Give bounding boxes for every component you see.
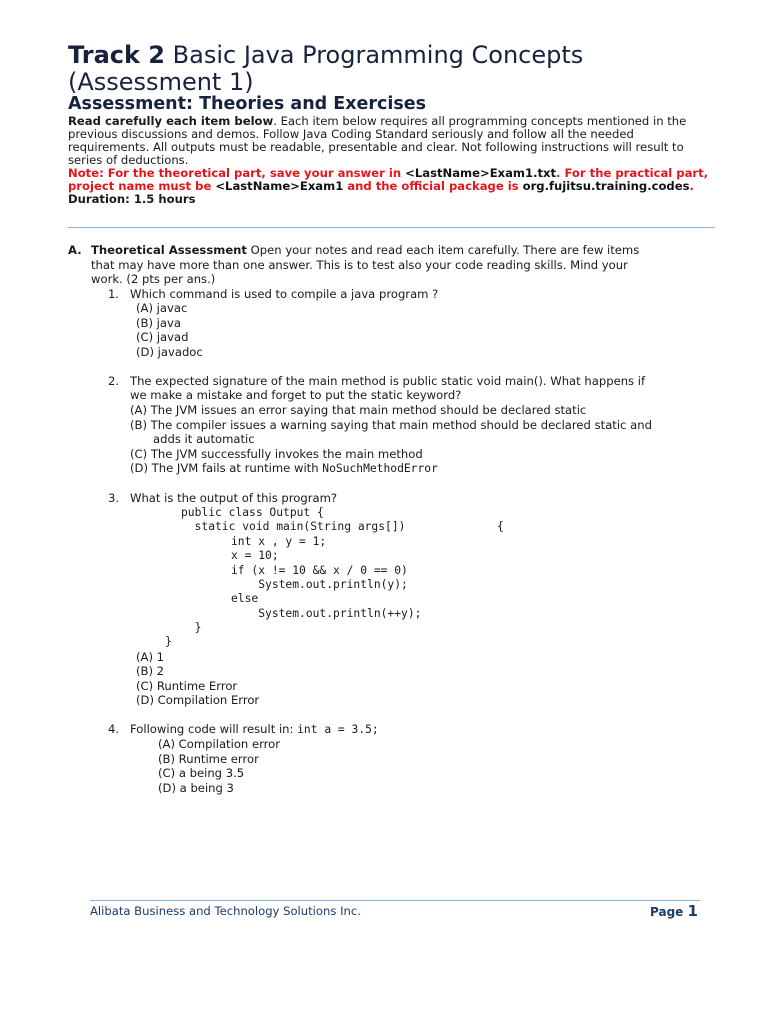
q3-option-b: (B) 2	[136, 664, 165, 678]
q1-option-b: (B) java	[136, 316, 181, 330]
q3-option-c: (C) Runtime Error	[136, 679, 238, 693]
q4-code: int a = 3.5;	[297, 723, 379, 736]
page-label: Page	[650, 905, 688, 919]
code-line: int x , y = 1;	[197, 535, 327, 548]
note-4: .	[689, 179, 694, 193]
footer-divider	[90, 900, 700, 901]
page-title	[68, 42, 708, 96]
section-line-2: that may have more than one answer. This is to test also your code reading skills. Mind your	[91, 258, 628, 272]
code-line: }	[181, 621, 202, 634]
q2-option-d-code: NoSuchMethodError	[322, 462, 438, 475]
q4-text-label: Following code will result in:	[130, 722, 298, 736]
q4-number: 4.	[108, 722, 120, 736]
section-line-3: work. (2 pts per ans.)	[91, 272, 216, 286]
q2-option-c: (C) The JVM successfully invokes the main method	[130, 447, 423, 461]
footer-company: Alibata Business and Technology Solutions Inc.	[90, 904, 361, 918]
note-2: . For the practical part, project name must be	[68, 166, 709, 193]
subtitle: Assessment: Theories and Exercises	[68, 94, 427, 114]
q4-text	[130, 722, 379, 738]
q2-number: 2.	[108, 374, 120, 388]
duration: Duration: 1.5 hours	[68, 192, 196, 206]
q2-text-2: we make a mistake and forget to put the static keyword?	[130, 388, 462, 402]
section-desc-1: Open your notes and read each item carefully. There are few items	[246, 243, 640, 257]
code-line: System.out.println(++y);	[197, 607, 422, 620]
note-package: org.fujitsu.training.codes	[522, 179, 690, 193]
note-project: <LastName>Exam1	[215, 179, 344, 193]
code-line: {	[497, 520, 504, 533]
q3-option-a: (A) 1	[136, 650, 165, 664]
code-line: if (x != 10 && x / 0 == 0)	[197, 564, 408, 577]
q2-option-b: (B) The compiler issues a warning saying that main method should be declared static and	[130, 418, 652, 432]
page-number: 1	[687, 902, 698, 920]
q4-option-b: (B) Runtime error	[158, 752, 259, 766]
intro-lead: Read carefully each item below	[68, 114, 274, 128]
intro-paragraph	[68, 115, 718, 206]
code-line: System.out.println(y);	[197, 578, 408, 591]
q4-option-a: (A) Compilation error	[158, 737, 281, 751]
q2-option-d	[130, 461, 438, 477]
q2-option-b-cont: adds it automatic	[153, 432, 255, 446]
q4-option-d: (D) a being 3	[158, 781, 234, 795]
code-line: x = 10;	[197, 549, 279, 562]
note-3: and the official package is	[343, 179, 523, 193]
track-label: Track 2	[68, 41, 166, 69]
q2-option-a: (A) The JVM issues an error saying that main method should be declared static	[130, 403, 587, 417]
q2-option-d-text: (D) The JVM fails at runtime with	[130, 461, 323, 475]
q4-option-c: (C) a being 3.5	[158, 766, 245, 780]
section-line-1	[91, 243, 639, 258]
code-line: }	[165, 635, 172, 648]
code-line: static void main(String args[])	[181, 520, 406, 533]
note-1: Note: For the theoretical part, save your answer in	[68, 166, 406, 180]
intro-text: . Each item below requires all programming concepts mentioned in the previous discussions and demos. Follow Java Coding Standard seriously and follow all the needed requirements. All outputs must be readable, presentable and clear. Not following instructions will result to series of deductions.	[68, 114, 687, 167]
q3-number: 3.	[108, 491, 120, 505]
header-divider	[68, 227, 715, 228]
q1-number: 1.	[108, 287, 120, 301]
q2-text-1: The expected signature of the main method is public static void main(). What happens if	[130, 374, 646, 388]
code-line: public class Output {	[181, 506, 324, 519]
section-heading: Theoretical Assessment	[91, 243, 247, 257]
q1-option-d: (D) javadoc	[136, 345, 203, 359]
title-line-2: (Assessment 1)	[68, 68, 254, 96]
title-text: Basic Java Programming Concepts	[165, 41, 584, 69]
q1-option-a: (A) javac	[136, 301, 188, 315]
note-file: <LastName>Exam1.txt	[405, 166, 557, 180]
code-line: else	[197, 592, 259, 605]
q1-text: Which command is used to compile a java program ?	[130, 287, 439, 301]
q3-text: What is the output of this program?	[130, 491, 338, 505]
section-letter: A.	[68, 243, 82, 257]
page-indicator	[650, 901, 698, 920]
q3-option-d: (D) Compilation Error	[136, 693, 260, 707]
q1-option-c: (C) javad	[136, 330, 189, 344]
